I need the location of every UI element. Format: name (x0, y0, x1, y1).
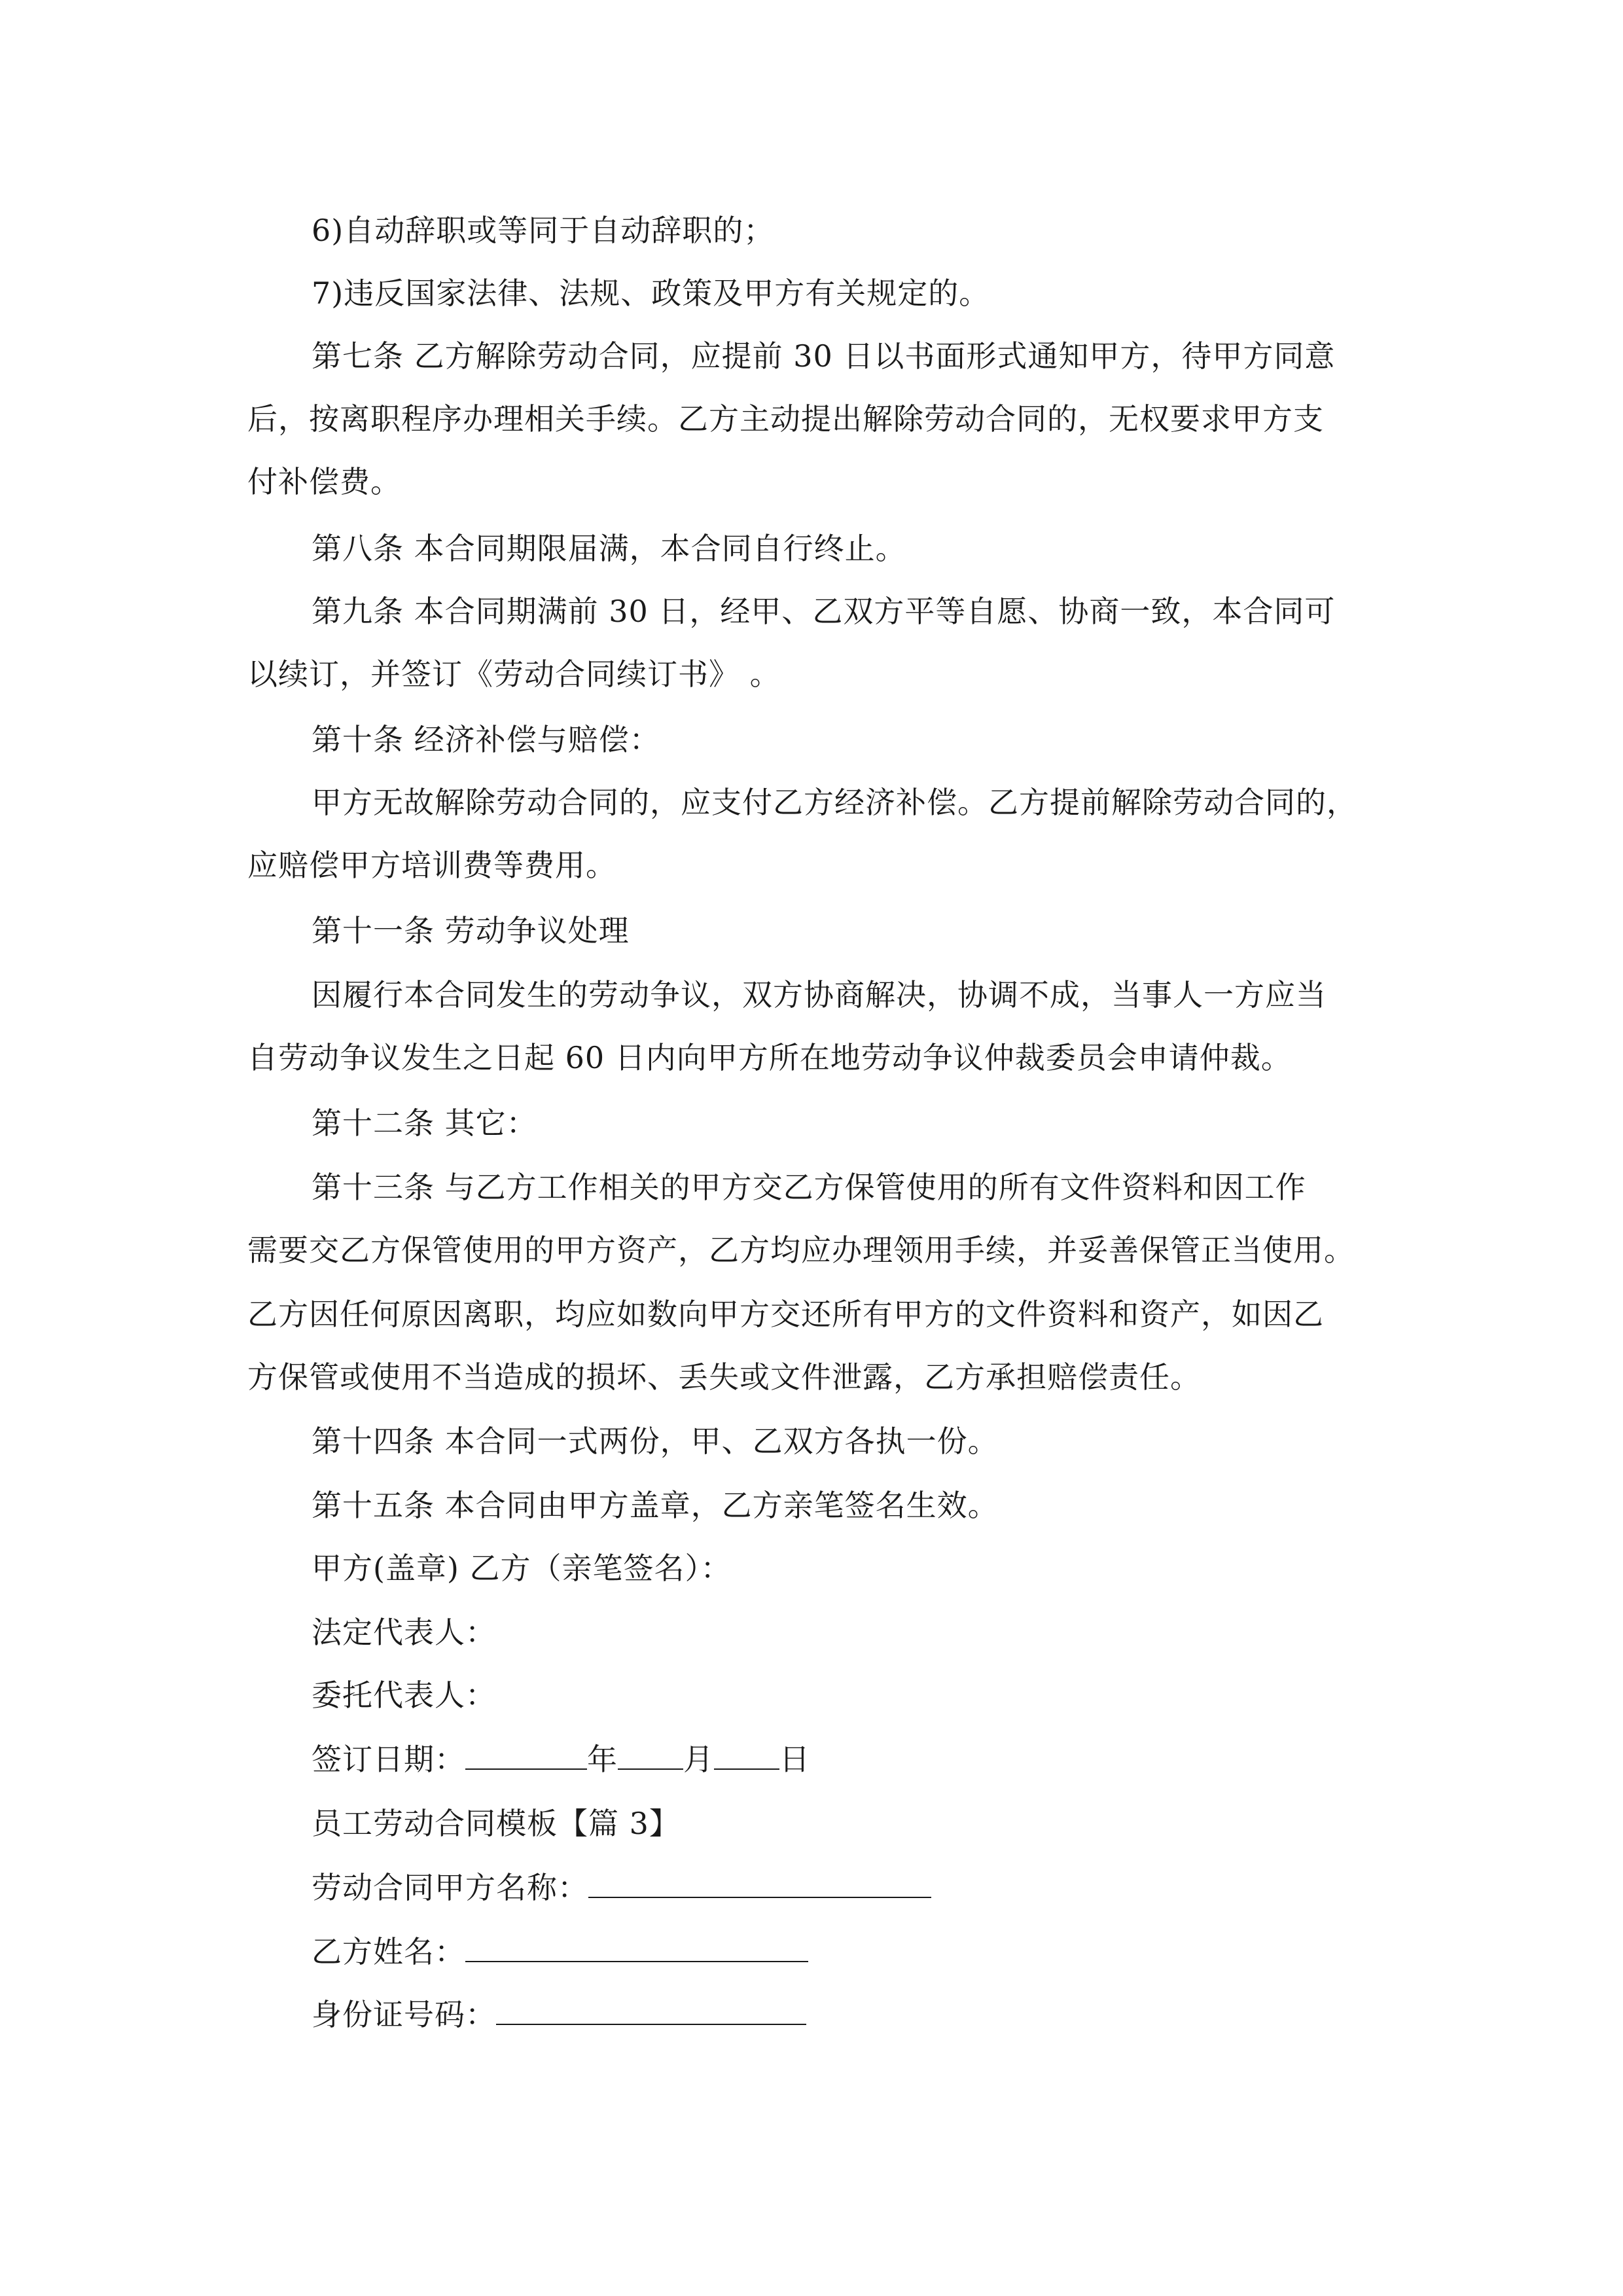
party-b-name-line (312, 1932, 808, 1971)
section-title: 员工劳动合同模板【篇 3】 (312, 1806, 680, 1841)
sign-date-label: 签订日期： (312, 1742, 465, 1777)
article-11-line-1: 因履行本合同发生的劳动争议，双方协商解决，协调不成，当事人一方应当 (312, 977, 1327, 1013)
sign-day-blank[interactable] (714, 1740, 779, 1770)
article-10-heading: 第十条 经济补偿与赔偿： (312, 722, 660, 757)
article-10-line-2: 应赔偿甲方培训费等费用。 (247, 848, 616, 883)
article-9-line-2: 以续订，并签订《劳动合同续订书》 。 (247, 656, 781, 692)
party-a-name-label: 劳动合同甲方名称： (312, 1870, 588, 1905)
party-a-name-blank[interactable] (588, 1868, 931, 1898)
clause-item-6: 6)自动辞职或等同于自动辞职的； (312, 213, 775, 248)
sign-day-label: 日 (779, 1742, 810, 1777)
article-7-line-2: 后，按离职程序办理相关手续。乙方主动提出解除劳动合同的，无权要求甲方支 (247, 401, 1324, 437)
signature-parties: 甲方(盖章) 乙方（亲笔签名）： (312, 1551, 732, 1586)
clause-item-7: 7)违反国家法律、法规、政策及甲方有关规定的。 (312, 276, 990, 311)
authorized-representative: 委托代表人： (312, 1677, 496, 1713)
sign-month-blank[interactable] (618, 1740, 683, 1770)
article-11-line-2: 自劳动争议发生之日起 60 日内向甲方所在地劳动争议仲裁委员会申请仲裁。 (247, 1040, 1292, 1075)
article-13-line-1: 第十三条 与乙方工作相关的甲方交乙方保管使用的所有文件资料和因工作 (312, 1170, 1306, 1205)
article-7-line-3: 付补偿费。 (247, 464, 401, 499)
sign-date-line (312, 1740, 810, 1779)
article-15: 第十五条 本合同由甲方盖章，乙方亲笔签名生效。 (312, 1488, 999, 1523)
legal-representative: 法定代表人： (312, 1615, 496, 1650)
sign-year-blank[interactable] (465, 1740, 587, 1770)
party-a-name-line (312, 1868, 931, 1907)
sign-month-label: 月 (683, 1742, 714, 1777)
article-11-heading: 第十一条 劳动争议处理 (312, 913, 630, 948)
id-number-blank[interactable] (496, 1995, 806, 2025)
article-13-line-2: 需要交乙方保管使用的甲方资产，乙方均应办理领用手续，并妥善保管正当使用。 (247, 1232, 1355, 1268)
article-13-line-3: 乙方因任何原因离职，均应如数向甲方交还所有甲方的文件资料和资产，如因乙 (247, 1297, 1324, 1332)
article-8: 第八条 本合同期限届满，本合同自行终止。 (312, 531, 906, 566)
id-number-label: 身份证号码： (312, 1997, 496, 2032)
article-10-line-1: 甲方无故解除劳动合同的，应支付乙方经济补偿。乙方提前解除劳动合同的， (312, 785, 1357, 820)
article-9-line-1: 第九条 本合同期满前 30 日，经甲、乙双方平等自愿、协商一致，本合同可 (312, 594, 1336, 629)
article-12-heading: 第十二条 其它： (312, 1105, 537, 1141)
sign-year-label: 年 (587, 1742, 618, 1777)
party-b-name-label: 乙方姓名： (312, 1934, 465, 1969)
article-7-line-1: 第七条 乙方解除劳动合同，应提前 30 日以书面形式通知甲方，待甲方同意 (312, 338, 1336, 374)
article-14: 第十四条 本合同一式两份，甲、乙双方各执一份。 (312, 1424, 999, 1459)
article-13-line-4: 方保管或使用不当造成的损坏、丢失或文件泄露，乙方承担赔偿责任。 (247, 1359, 1201, 1395)
party-b-name-blank[interactable] (465, 1932, 808, 1962)
id-number-line (312, 1995, 806, 2034)
